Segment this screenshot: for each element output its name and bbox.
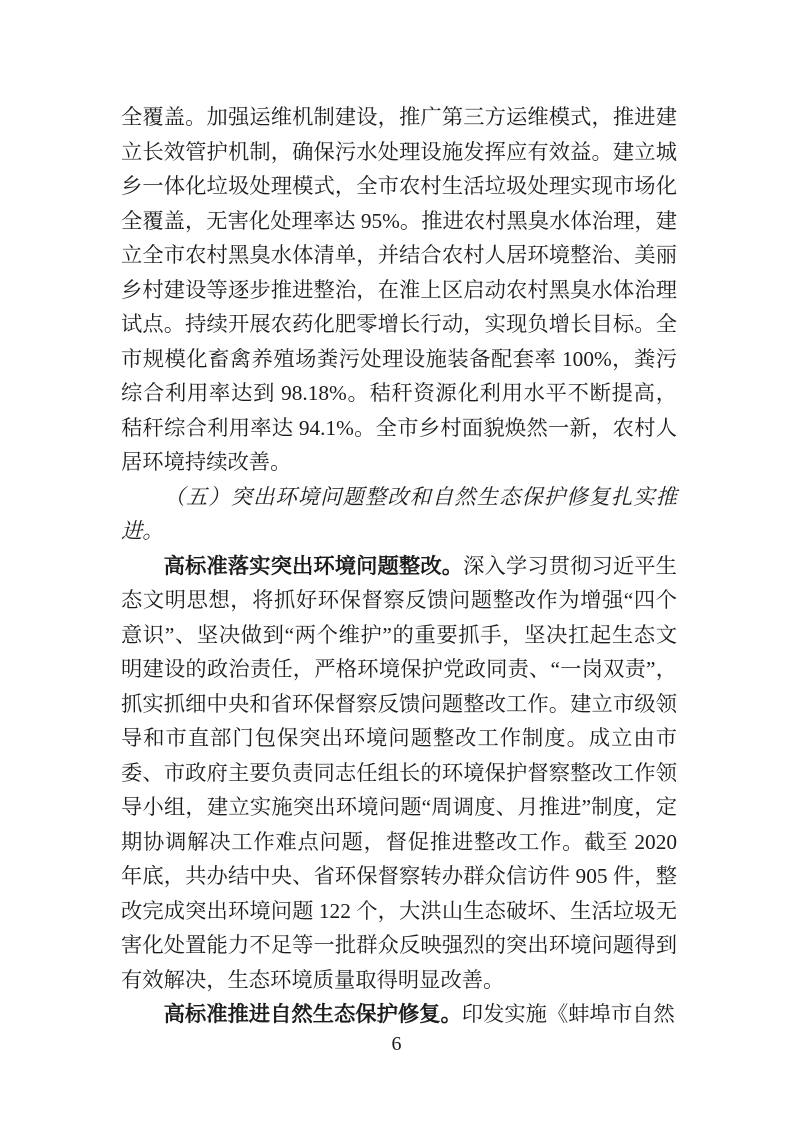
section-heading (121, 480, 677, 549)
paragraph (121, 997, 677, 1032)
document-body (121, 100, 677, 1032)
paragraph-text: 深入学习贯彻习近平生态文明思想，将抓好环保督察反馈问题整改作为增强“四个意识”、坚决做到“两个维护”的重要抓手，坚决扛起生态文明建设的政治责任，严格环境保护党政同责、“一岗双责”，抓实抓细中央和省环保督察反馈问题整改工作。建立市级领导和市直部门包保突出环境问题整改工作制度。成立由市委、市政府主要负责同志任组长的环境保护督察整改工作领导小组，建立实施突出环境问题“周调度、月推进”制度，定期协调解决工作难点问题，督促推进整改工作。截至 2020 年底，共办结中央、省环保督察转办群众信访件 905 件，整改完成突出环境问题 122 个，大洪山生态破坏、生活垃圾无害化处置能力不足等一批群众反映强烈的突出环境问题得到有效解决，生态环境质量取得明显改善。 (121, 553, 677, 992)
paragraph (121, 549, 677, 998)
paragraph-text: 全覆盖。加强运维机制建设，推广第三方运维模式，推进建立长效管护机制，确保污水处理设施发挥应有效益。建立城乡一体化垃圾处理模式，全市农村生活垃圾处理实现市场化全覆盖，无害化处理率达 95%。推进农村黑臭水体治理，建立全市农村黑臭水体清单，并结合农村人居环境整治、美丽乡村建设等逐步推进整治，在淮上区启动农村黑臭水体治理试点。持续开展农药化肥零增长行动，实现负增长目标。全市规模化畜禽养殖场粪污处理设施装备配套率 100%，粪污综合利用率达到 98.18%。秸秆资源化利用水平不断提高，秸秆综合利用率达 94.1%。全市乡村面貌焕然一新，农村人居环境持续改善。 (121, 105, 677, 474)
paragraph-continuation (121, 100, 677, 480)
section-heading-text: （五）突出环境问题整改和自然生态保护修复扎实推进。 (121, 484, 677, 543)
page-number: 6 (391, 1033, 402, 1055)
paragraph-text: 印发实施《蚌埠市自然 (461, 1002, 675, 1026)
paragraph-lead-bold: 高标准落实突出环境问题整改。 (163, 553, 464, 578)
paragraph-lead-bold: 高标准推进自然生态保护修复。 (163, 1002, 462, 1026)
